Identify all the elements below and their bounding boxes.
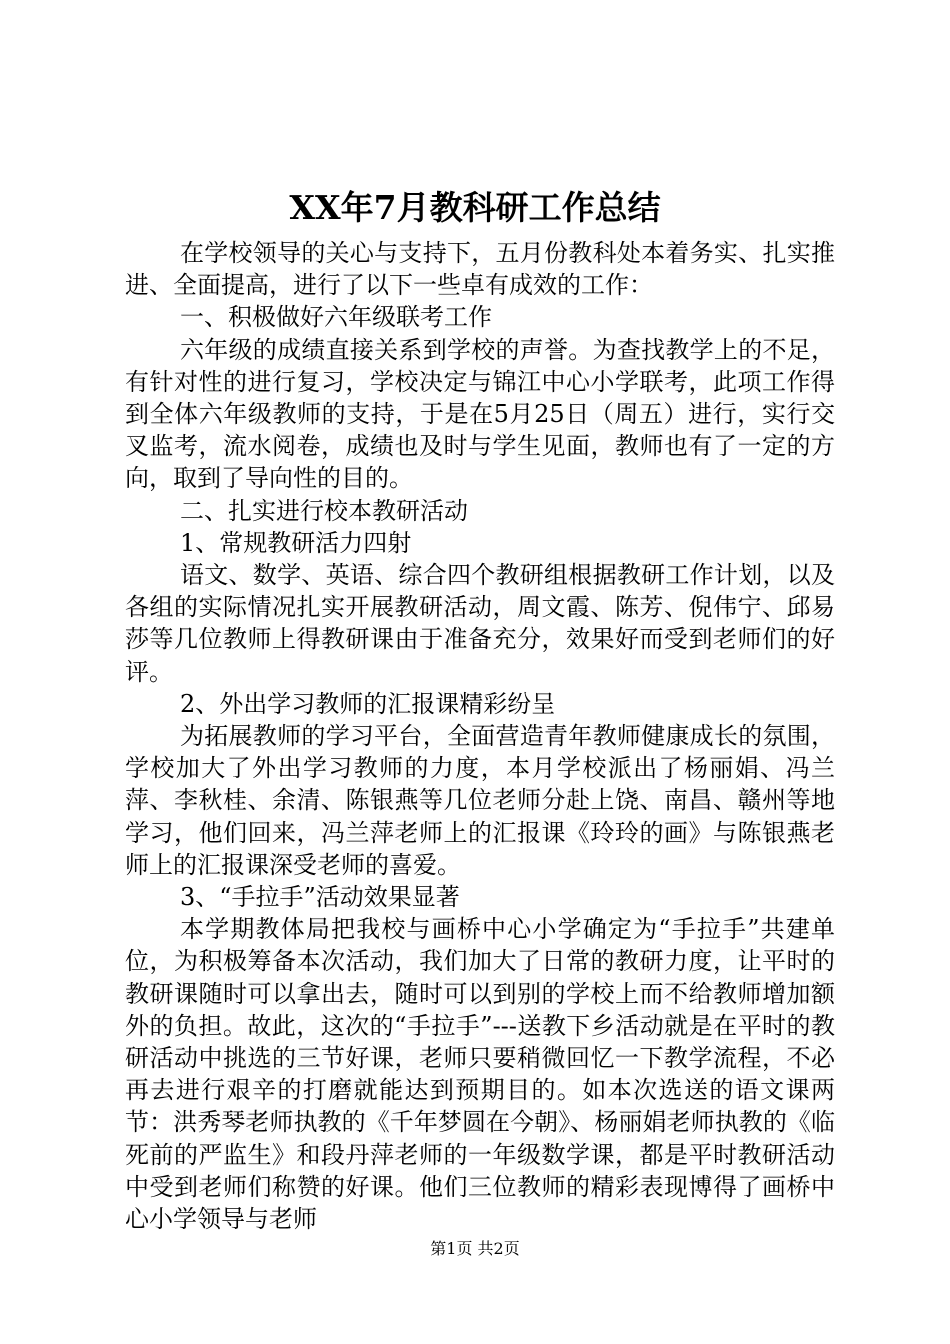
document-body: [125, 237, 835, 1235]
paragraph-hand-in-hand: 本学期教体局把我校与画桥中心小学确定为“手拉手”共建单位，为积极筹备本次活动，我们加大了日常的教研力度，让平时的教研课随时可以拿出去，随时可以到别的学校上而不给教师增加额外的负担。故此，这次的“手拉手”---送教下乡活动就是在平时的教研活动中挑选的三节好课，老师只要稍微回忆一下教学流程，不必再去进行艰辛的打磨就能达到预期目的。如本次选送的语文课两节：洪秀琴老师执教的《千年梦圆在今朝》、杨丽娟老师执教的《临死前的严监生》和段丹萍老师的一年级数学课，都是平时教研活动中受到老师们称赞的好课。他们三位教师的精彩表现博得了画桥中心小学领导与老师: [125, 915, 835, 1234]
subsection-heading-1: 1、常规教研活力四射: [180, 528, 412, 557]
subsection-heading-2: 2、外出学习教师的汇报课精彩纷呈: [180, 689, 556, 718]
paragraph-joint-exam: 六年级的成绩直接关系到学校的声誉。为查找教学上的不足，有针对性的进行复习，学校决定与锦江中心小学联考，此项工作得到全体六年级教师的支持，于是在5月25日（周五）进行，实行交叉监考，流水阅卷，成绩也及时与学生见面，教师也有了一定的方向，取到了导向性的目的。: [125, 335, 835, 493]
paragraph-intro: 在学校领导的关心与支持下，五月份教科处本着务实、扎实推进、全面提高，进行了以下一些卓有成效的工作：: [125, 239, 835, 300]
section-heading-2: 二、扎实进行校本教研活动: [180, 496, 468, 525]
subsection-heading-3: 3、“手拉手”活动效果显著: [180, 883, 460, 912]
page-footer: 第1页 共2页: [430, 1239, 520, 1258]
paragraph-routine-research: 语文、数学、英语、综合四个教研组根据教研工作计划，以及各组的实际情况扎实开展教研活动，周文霞、陈芳、倪伟宁、邱易莎等几位教师上得教研课由于准备充分，效果好而受到老师们的好评。: [125, 561, 835, 686]
section-heading-1: 一、积极做好六年级联考工作: [180, 303, 492, 332]
page-title: XX年7月教科研工作总结: [289, 188, 661, 227]
paragraph-report-lessons: 为拓展教师的学习平台，全面营造青年教师健康成长的氛围，学校加大了外出学习教师的力度，本月学校派出了杨丽娟、冯兰萍、李秋桂、余清、陈银燕等几位老师分赴上饶、南昌、赣州等地学习，他们回来，冯兰萍老师上的汇报课《玲玲的画》与陈银燕老师上的汇报课深受老师的喜爱。: [125, 722, 835, 879]
